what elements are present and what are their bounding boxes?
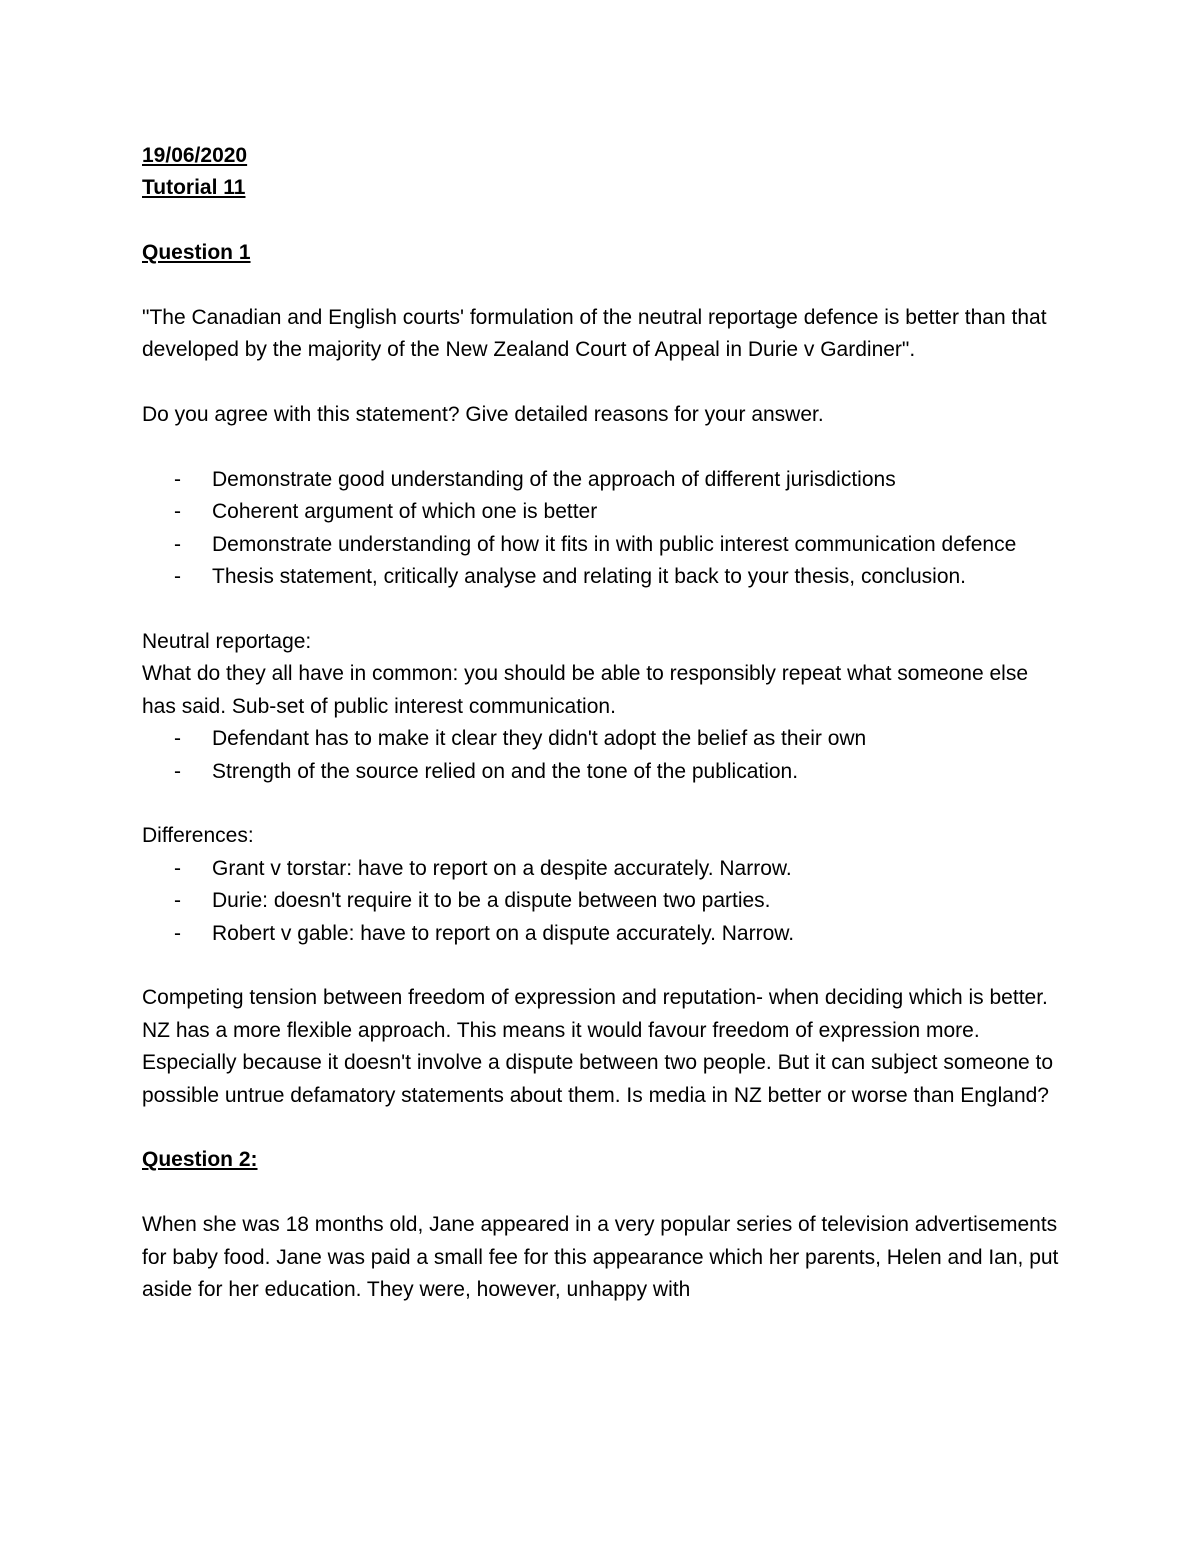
question-2-text: When she was 18 months old, Jane appeared in a very popular series of television advertisements for baby food. Jane was paid a small fee for this appearance which her parents, Helen and Ian, put aside for her education. They were, however, unhappy with xyxy=(142,1213,1059,1302)
bullet-marker: - xyxy=(174,889,181,913)
document-page xyxy=(142,140,1067,1306)
spacer xyxy=(142,432,1067,464)
bullet-marker: - xyxy=(174,565,181,589)
list-item xyxy=(142,561,1067,593)
tutorial-title: Tutorial 11 xyxy=(142,176,246,200)
document-date: 19/06/2020 xyxy=(142,144,248,167)
spacer xyxy=(142,270,1067,302)
list-item xyxy=(142,723,1067,755)
bullet-marker: - xyxy=(174,727,181,751)
question-1-quote: "The Canadian and English courts' formulation of the neutral reportage defence is better than that developed by the majority of the New Zealand Court of Appeal in Durie v Gardiner". xyxy=(142,306,1047,362)
spacer xyxy=(142,788,1067,820)
common-text: What do they all have in common: you should be able to responsibly repeat what someone else has said. Sub-set of public interest communication. xyxy=(142,662,1029,718)
list-item xyxy=(142,885,1067,917)
bullet-marker: - xyxy=(174,759,181,783)
bullet-marker: - xyxy=(174,856,181,880)
differences-label: Differences: xyxy=(142,824,254,848)
bullet-marker: - xyxy=(174,532,181,556)
criteria-text: Demonstrate understanding of how it fits in with public interest communication defence xyxy=(212,532,1017,556)
list-item xyxy=(142,464,1067,496)
bullet-marker: - xyxy=(174,500,181,524)
bullet-marker: - xyxy=(174,468,181,491)
spacer xyxy=(142,950,1067,982)
spacer xyxy=(142,1177,1067,1209)
list-item xyxy=(142,496,1067,528)
list-item xyxy=(142,756,1067,788)
common-point-text: Strength of the source relied on and the tone of the publication. xyxy=(212,759,799,783)
list-item xyxy=(142,529,1067,561)
criteria-text: Thesis statement, critically analyse and relating it back to your thesis, conclusion. xyxy=(212,565,967,589)
criteria-text: Demonstrate good understanding of the approach of different jurisdictions xyxy=(212,468,896,491)
list-item xyxy=(142,853,1067,885)
common-points-list xyxy=(142,723,1067,788)
list-item xyxy=(142,918,1067,950)
differences-list xyxy=(142,853,1067,950)
question-1-heading: Question 1 xyxy=(142,241,251,265)
spacer xyxy=(142,205,1067,237)
criteria-list xyxy=(142,464,1067,594)
difference-text: Grant v torstar: have to report on a despite accurately. Narrow. xyxy=(212,856,792,880)
question-1-prompt: Do you agree with this statement? Give detailed reasons for your answer. xyxy=(142,403,824,427)
analysis-paragraph: Competing tension between freedom of expression and reputation- when deciding which is better. NZ has a more flexible approach. This means it would favour freedom of expression more. Especially because it doesn't involve a dispute between two people. But it can subject someone to possible untrue defamatory statements about them. Is media in NZ better or worse than England? xyxy=(142,986,1054,1107)
difference-text: Durie: doesn't require it to be a dispute between two parties. xyxy=(212,889,771,913)
criteria-text: Coherent argument of which one is better xyxy=(212,500,598,524)
spacer xyxy=(142,1112,1067,1144)
difference-text: Robert v gable: have to report on a dispute accurately. Narrow. xyxy=(212,921,795,945)
bullet-marker: - xyxy=(174,921,181,945)
spacer xyxy=(142,594,1067,626)
spacer xyxy=(142,367,1067,399)
neutral-reportage-label: Neutral reportage: xyxy=(142,630,312,654)
common-point-text: Defendant has to make it clear they didn't adopt the belief as their own xyxy=(212,727,867,751)
question-2-heading: Question 2: xyxy=(142,1148,258,1172)
